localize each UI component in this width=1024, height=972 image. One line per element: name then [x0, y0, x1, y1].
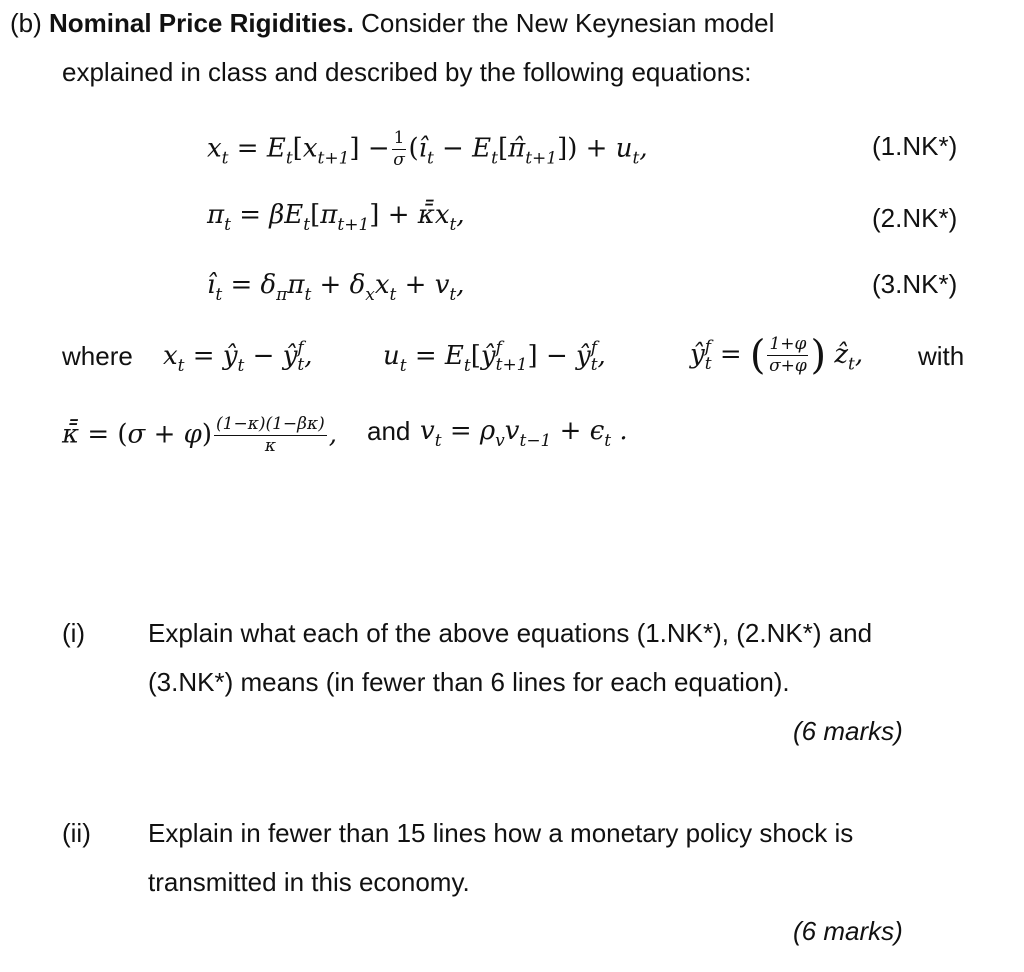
and-label: and	[367, 416, 411, 446]
part-label: (b)	[10, 8, 49, 38]
question-2-marks: (6 marks)	[793, 916, 903, 946]
question-2-line-2: transmitted in this economy.	[148, 867, 470, 897]
question-2-line-1: Explain in fewer than 15 lines how a monetary policy shock is	[148, 818, 854, 848]
definition-u: $u_t$ = $E_t[ŷ$ f t+1 ] − ŷ f t ,	[383, 338, 606, 376]
intro-text-1: Consider the New Keynesian model	[353, 8, 775, 38]
definition-kappa: κ̄̄ = (σ + φ) $\frac{(1-\kappa)(1-\beta\kappa)}{\kappa}$ ,	[62, 414, 338, 456]
where-label: where	[62, 341, 133, 371]
question-1-marks: (6 marks)	[793, 716, 903, 746]
equation-1-number: (1.NK*)	[872, 131, 958, 161]
question-1-line-2: (3.NK*) means (in fewer than 6 lines for each equation).	[148, 667, 790, 697]
section-heading: Nominal Price Rigidities.	[49, 8, 354, 38]
equation-2: $\pi_t = \beta E_t[\pi_{t+1}]$ + $\kappā̄x_t$,	[207, 200, 465, 235]
question-1-label: (i)	[62, 618, 86, 648]
equation-3: $î_t = \delta_\pi\pi_t + \delta_xx_t + v_t$,	[207, 270, 465, 305]
equation-3-number: (3.NK*)	[872, 269, 958, 299]
with-label: with	[918, 341, 965, 371]
intro-line-1	[10, 8, 774, 38]
definition-x: $x_t$ = $ŷ_t$ − ŷ f t ,	[163, 338, 313, 376]
definition-y-flex: ŷ f t = ( $\frac{1+\varphi}{\sigma+\varphi}$ ) ẑ$_t$,	[690, 332, 864, 379]
question-1-line-1: Explain what each of the above equations (1.NK*), (2.NK*) and	[148, 618, 873, 648]
definition-v: $v_t = \rho_vv_{t-1} + \epsilon_t$ .	[420, 416, 628, 451]
intro-line-2: explained in class and described by the following equations:	[62, 57, 752, 87]
question-2-label: (ii)	[62, 818, 91, 848]
equation-2-number: (2.NK*)	[872, 203, 958, 233]
equation-1: $x_t = E_t[x_{t+1}]$ − $\frac{1}{\sigma}$ ($î_t$ − $E_t[\pî_{t+1}]) + u_t$,	[207, 128, 648, 170]
